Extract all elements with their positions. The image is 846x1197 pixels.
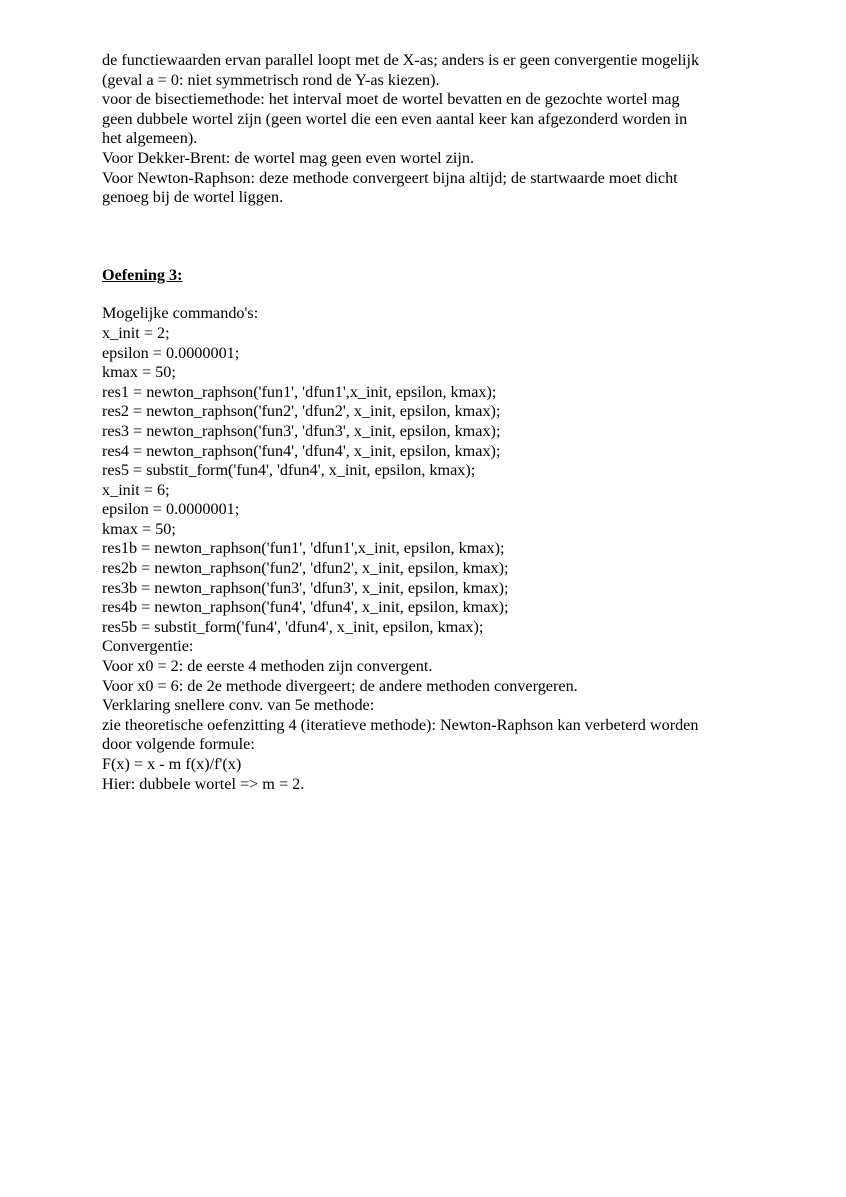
document-page (102, 51, 782, 794)
text-line: Voor x0 = 2: de eerste 4 methoden zijn convergent. (102, 657, 433, 676)
text-line: genoeg bij de wortel liggen. (102, 188, 284, 207)
text-line: Convergentie: (102, 637, 194, 656)
code-line: res4b = newton_raphson('fun4', 'dfun4', x_init, epsilon, kmax); (102, 598, 509, 617)
text-line: het algemeen). (102, 129, 198, 148)
section-heading: Oefening 3: (102, 265, 183, 284)
code-line: res5 = substit_form('fun4', 'dfun4', x_init, epsilon, kmax); (102, 461, 476, 480)
code-line: res2 = newton_raphson('fun2', 'dfun2', x_init, epsilon, kmax); (102, 402, 501, 421)
code-line: res5b = substit_form('fun4', 'dfun4', x_init, epsilon, kmax); (102, 617, 484, 636)
text-line: Voor Dekker-Brent: de wortel mag geen even wortel zijn. (102, 148, 475, 167)
spacer (102, 247, 782, 266)
text-line: Verklaring snellere conv. van 5e methode: (102, 696, 375, 715)
spacer (102, 285, 782, 304)
text-line: geen dubbele wortel zijn (geen wortel die een even aantal keer kan afgezonderd worden in (102, 109, 688, 128)
text-line: (geval a = 0: niet symmetrisch rond de Y-as kiezen). (102, 70, 440, 89)
text-line: Hier: dubbele wortel => m = 2. (102, 774, 305, 793)
code-line: epsilon = 0.0000001; (102, 500, 240, 519)
exercise-body (102, 304, 782, 794)
code-line: epsilon = 0.0000001; (102, 343, 240, 362)
spacer (102, 208, 782, 247)
text-line: zie theoretische oefenzitting 4 (iteratieve methode): Newton-Raphson kan verbeterd worden (102, 715, 699, 734)
code-line: res3b = newton_raphson('fun3', 'dfun3', x_init, epsilon, kmax); (102, 578, 509, 597)
code-line: kmax = 50; (102, 519, 176, 538)
code-line: kmax = 50; (102, 363, 176, 382)
code-line: res1b = newton_raphson('fun1', 'dfun1',x_init, epsilon, kmax); (102, 539, 505, 558)
code-line: res3 = newton_raphson('fun3', 'dfun3', x_init, epsilon, kmax); (102, 421, 501, 440)
code-line: res1 = newton_raphson('fun1', 'dfun1',x_init, epsilon, kmax); (102, 382, 497, 401)
code-line: res2b = newton_raphson('fun2', 'dfun2', x_init, epsilon, kmax); (102, 559, 509, 578)
text-line: Mogelijke commando's: (102, 304, 259, 323)
code-line: x_init = 2; (102, 323, 170, 342)
text-line: Voor Newton-Raphson: deze methode convergeert bijna altijd; de startwaarde moet dicht (102, 168, 678, 187)
code-line: x_init = 6; (102, 480, 170, 499)
text-line: de functiewaarden ervan parallel loopt met de X-as; anders is er geen convergentie mogelijk (102, 51, 700, 69)
code-line: res4 = newton_raphson('fun4', 'dfun4', x_init, epsilon, kmax); (102, 441, 501, 460)
intro-paragraph (102, 51, 782, 208)
text-line: door volgende formule: (102, 735, 255, 754)
formula-line: F(x) = x - m f(x)/f'(x) (102, 755, 242, 773)
text-line: voor de bisectiemethode: het interval moet de wortel bevatten en de gezochte wortel mag (102, 90, 680, 109)
text-line: Voor x0 = 6: de 2e methode divergeert; de andere methoden convergeren. (102, 676, 578, 695)
